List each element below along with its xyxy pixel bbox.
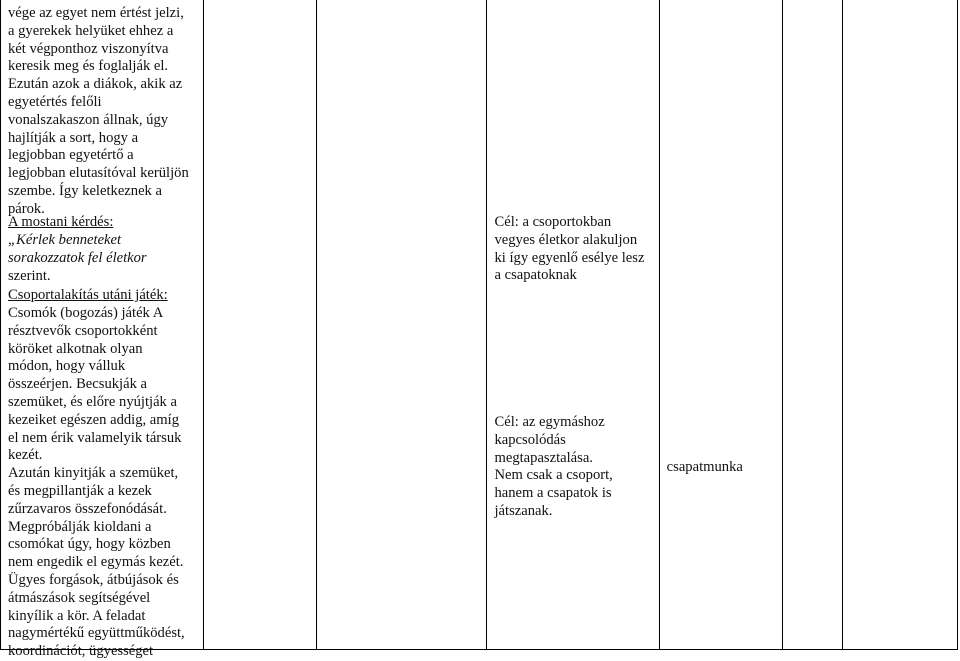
activity-description-cell: [1, 0, 204, 660]
intro-text: vége az egyet nem értést jelzi, a gyerekek helyüket ehhez a két végponthoz viszonyítva keresik meg és foglalják el. Ezután azok a diákok, akik az egyetértés felőli vonalszakaszon állnak, úgy hajlítják a sort, hogy a legjobban egyetértő a legjobban elutasítóval kerüljön szembe. Így keletkeznek a párok.: [8, 5, 189, 217]
question-end: szerint.: [8, 268, 51, 284]
empty-cell-6: [782, 0, 842, 650]
question-text: „Kérlek benneteket sorakozzatok fel életkor: [8, 232, 147, 266]
empty-cell-3: [317, 0, 487, 650]
goal-cell: [487, 0, 659, 650]
game-text: Csomók (bogozás) játék A résztvevők csoportokként köröket alkotnak olyan módon, hogy válluk összeérjen. Becsukják a szemüket, és előre nyújtják a kezeiket egészen addig, amíg el nem érik valamelyik társuk kezét. Azután kinyitják a szemüket, és megpillantják a kezek zűrzavaros összefonódását. Megpróbálják kioldani a csomókat úgy, hogy közben nem engedik el egymás kezét. Ügyes forgások, átbújások és átmászások segítségével kinyílik a kör. A feladat nagymértékű együttműködést, koordinációt, ügyességet: [8, 305, 185, 660]
goal-text-2: Cél: az egymáshoz kapcsolódás megtapasztalása. Nem csak a csoport, hanem a csapatok is játszanak.: [494, 414, 613, 519]
competence-tag: csapatmunka: [666, 459, 743, 475]
competence-cell: [659, 0, 782, 650]
empty-cell-2: [204, 0, 317, 650]
game-heading: Csoportalakítás utáni játék:: [8, 287, 168, 303]
empty-cell-7: [842, 0, 957, 650]
question-heading: A mostani kérdés:: [8, 214, 114, 230]
table-row: [1, 0, 958, 650]
goal-text-1: Cél: a csoportokban vegyes életkor alakuljon ki így egyenlő esélye lesz a csapatoknak: [494, 214, 645, 284]
